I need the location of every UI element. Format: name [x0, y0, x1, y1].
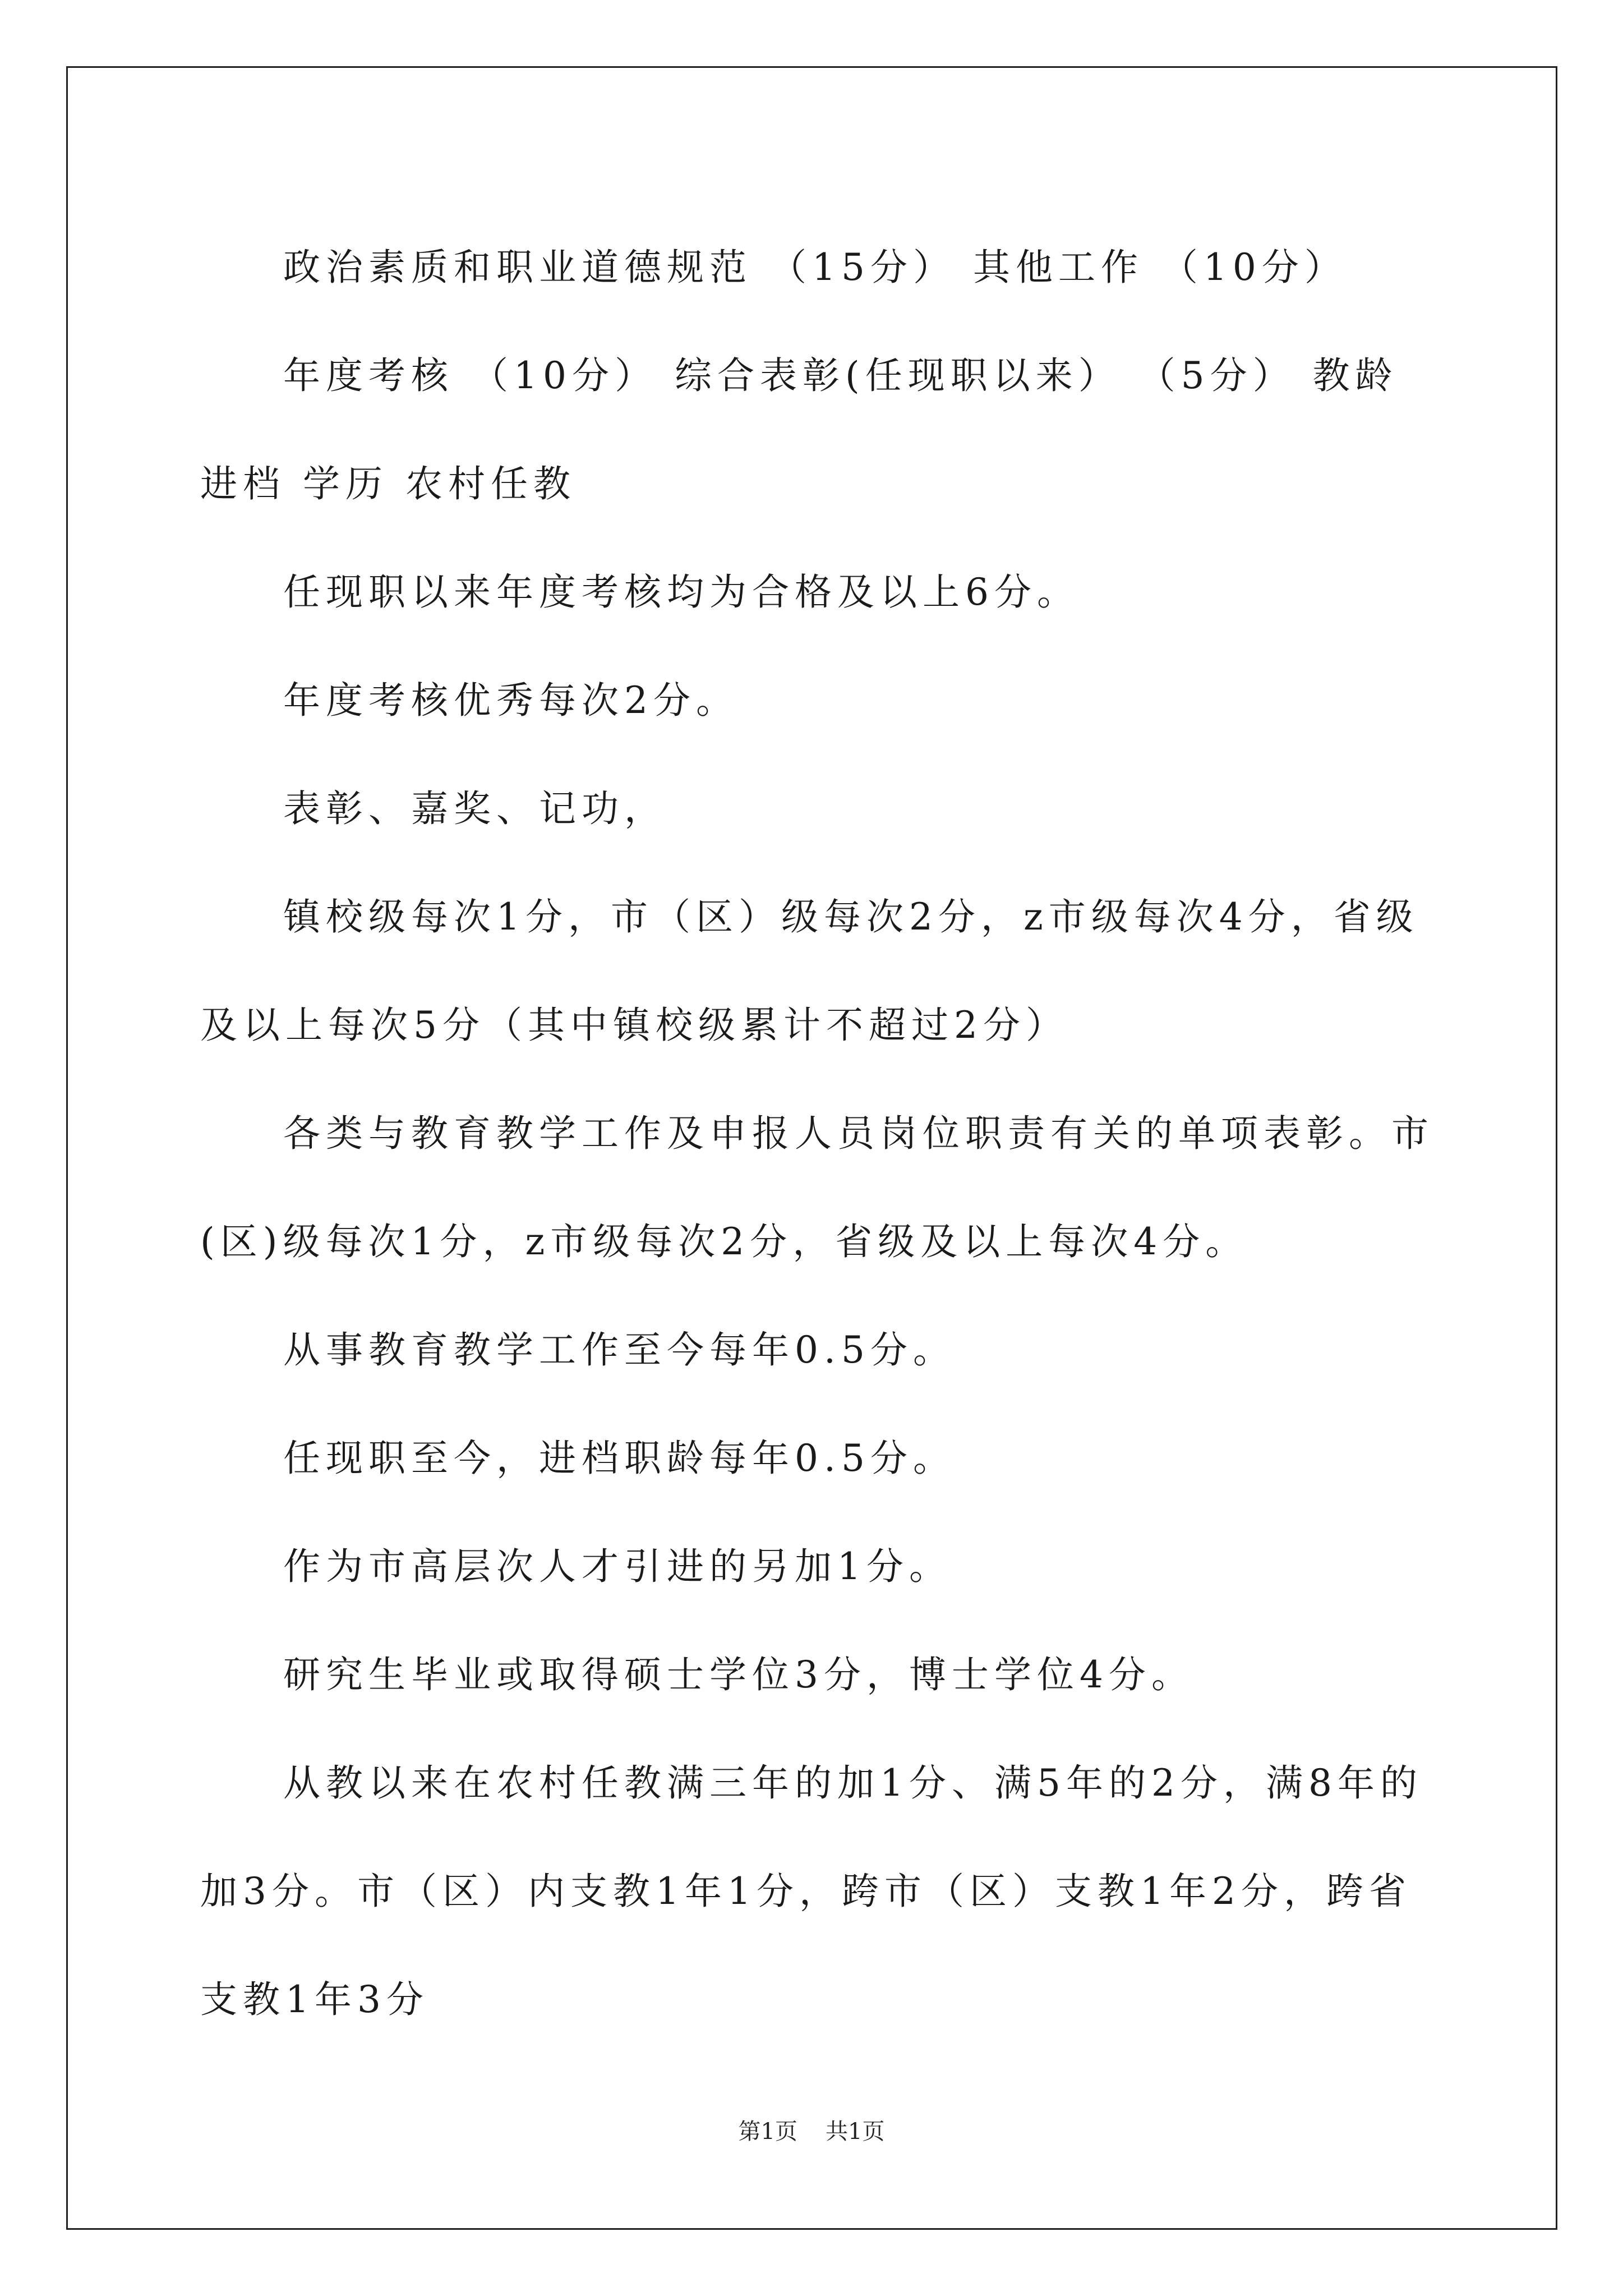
page-number: 第1页 [738, 2119, 797, 2145]
page-footer [0, 2114, 1623, 2146]
paragraph: 年度考核优秀每次2分。 [283, 679, 739, 722]
paragraph: 研究生毕业或取得硕士学位3分，博士学位4分。 [283, 1653, 1194, 1696]
paragraph: 政治素质和职业道德规范 （15分） 其他工作 （10分） [283, 246, 1347, 289]
page-total: 共1页 [826, 2119, 885, 2145]
paragraph: 从教以来在农村任教满三年的加1分、满5年的2分，满8年的加3分。市（区）内支教1年1分，跨市（区）支教1年2分，跨省支教1年3分 [200, 1761, 1423, 2021]
paragraph: 各类与教育教学工作及申报人员岗位职责有关的单项表彰。市(区)级每次1分，z市级每次2分，省级及以上每次4分。 [200, 1112, 1434, 1263]
paragraph: 镇校级每次1分，市（区）级每次2分，z市级每次4分，省级及以上每次5分（其中镇校级累计不超过2分） [200, 895, 1419, 1047]
paragraph: 从事教育教学工作至今每年0.5分。 [283, 1328, 956, 1372]
paragraph: 任现职至今，进档职龄每年0.5分。 [283, 1437, 956, 1480]
paragraph: 年度考核 （10分） 综合表彰(任现职以来） （5分） 教龄 进档 学历 农村任教 [200, 354, 1398, 505]
paragraph: 表彰、嘉奖、记功， [283, 787, 667, 830]
paragraph: 任现职以来年度考核均为合格及以上6分。 [283, 570, 1080, 614]
paragraph: 作为市高层次人才引进的另加1分。 [283, 1545, 952, 1588]
document-body [200, 213, 1434, 2054]
